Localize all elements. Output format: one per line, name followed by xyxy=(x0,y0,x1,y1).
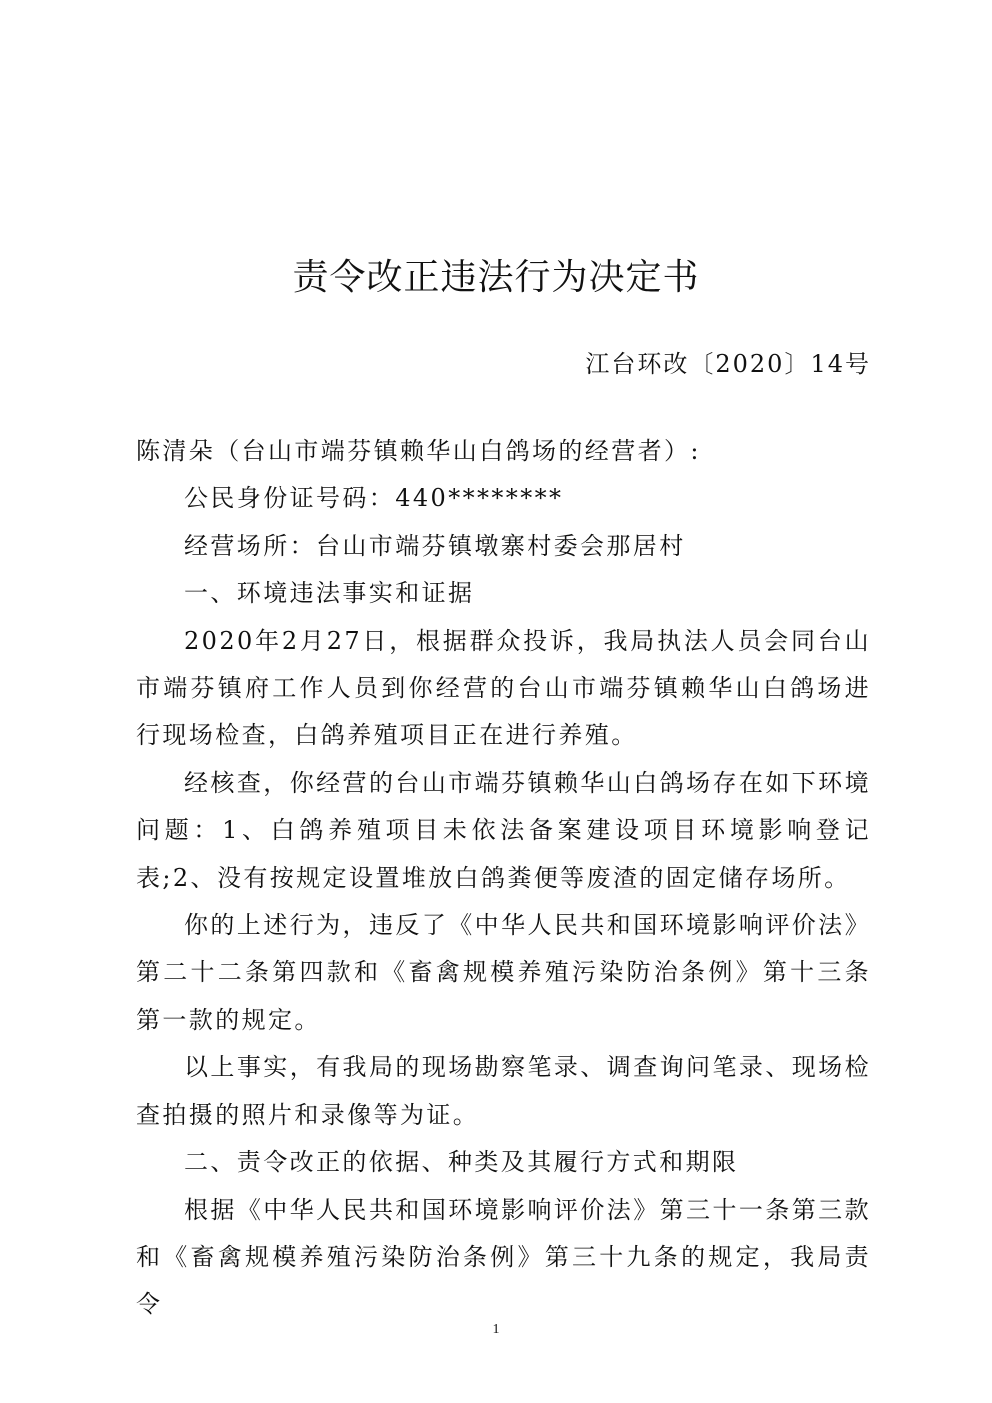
paragraph-findings: 经核查，你经营的台山市端芬镇赖华山白鸽场存在如下环境问题：1、白鸽养殖项目未依法备案建设项目环境影响登记表;2、没有按规定设置堆放白鸽粪便等废渣的固定储存场所。 xyxy=(136,768,871,892)
page-number: 1 xyxy=(492,1322,500,1337)
document-body xyxy=(136,428,871,1329)
paragraph-violation: 你的上述行为，违反了《中华人民共和国环境影响评价法》第二十二条第四款和《畜禽规模养殖污染防治条例》第十三条第一款的规定。 xyxy=(136,911,871,1034)
document-number: 江台环改〔2020〕14号 xyxy=(585,350,871,378)
paragraph-inspection: 2020年2月27日，根据群众投诉，我局执法人员会同台山市端芬镇府工作人员到你经营的台山市端芬镇赖华山白鸽场进行现场检查，白鸽养殖项目正在进行养殖。 xyxy=(136,626,871,750)
section-heading-basis: 二、责令改正的依据、种类及其履行方式和期限 xyxy=(184,1148,739,1177)
section-heading-facts: 一、环境违法事实和证据 xyxy=(184,579,475,608)
id-number-line: 公民身份证号码：440******** xyxy=(184,484,564,513)
document-title: 责令改正违法行为决定书 xyxy=(292,257,700,298)
business-location-line: 经营场所：台山市端芬镇墩寨村委会那居村 xyxy=(184,531,686,560)
paragraph-basis: 根据《中华人民共和国环境影响评价法》第三十一条第三款和《畜禽规模养殖污染防治条例》第三十九条的规定，我局责令 xyxy=(136,1195,871,1319)
paragraph-evidence: 以上事实，有我局的现场勘察笔录、调查询问笔录、现场检查拍摄的照片和录像等为证。 xyxy=(136,1053,871,1129)
addressee: 陈清朵（台山市端芬镇赖华山白鸽场的经营者）: xyxy=(136,437,701,465)
